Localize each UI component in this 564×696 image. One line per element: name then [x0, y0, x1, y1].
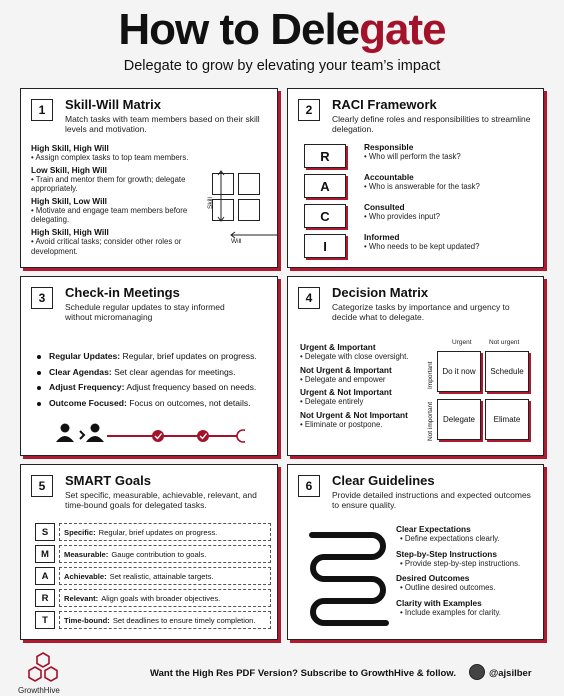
card-description: Provide detailed instructions and expected outcomes to ensure quality.	[332, 490, 531, 510]
card-number: 2	[298, 99, 320, 121]
checkin-list	[49, 349, 274, 411]
list-heading: Not Urgent & Not Important	[300, 409, 408, 420]
card-title: Clear Guidelines	[332, 473, 435, 488]
smart-letter: T	[35, 611, 55, 629]
smart-row-time-bound	[35, 611, 271, 629]
raci-heading: Consulted	[364, 202, 405, 212]
list-body: • Avoid critical tasks; consider other roles or development.	[31, 236, 182, 256]
card-description: Match tasks with team members based on their skill levels and motivation.	[65, 114, 260, 134]
smart-row-specific	[35, 523, 271, 541]
smart-label: Relevant:	[64, 593, 99, 603]
card-title: Check-in Meetings	[65, 285, 180, 300]
card-title: RACI Framework	[332, 97, 437, 112]
raci-body: • Who will perform the task?	[364, 152, 461, 161]
smart-text: Regular, brief updates on progress.	[98, 527, 218, 537]
title-accent: gate	[359, 5, 446, 54]
footer-cta[interactable]: Want the High Res PDF Version? Subscribe to GrowthHive & follow.	[150, 668, 456, 679]
item-text: Adjust frequency based on needs.	[124, 382, 257, 392]
grid-cell	[238, 199, 260, 221]
list-item	[49, 365, 274, 381]
raci-heading: Informed	[364, 232, 400, 242]
raci-heading: Responsible	[364, 142, 414, 152]
smart-label: Time-bound:	[64, 615, 110, 625]
raci-letter: R	[304, 144, 346, 168]
smart-row-achievable	[35, 567, 271, 585]
page-subtitle: Delegate to grow by elevating your team’s impact	[123, 58, 441, 74]
smart-label: Specific:	[64, 527, 96, 537]
checkin-card	[20, 276, 278, 456]
person-icon	[56, 424, 74, 443]
checkin-timeline	[55, 422, 245, 446]
list-item	[49, 380, 274, 396]
raci-heading: Accountable	[364, 172, 414, 182]
smart-text: Gauge contribution to goals.	[111, 549, 207, 559]
item-text: Focus on outcomes, not details.	[126, 397, 251, 408]
smart-text: Set realistic, attainable targets.	[109, 571, 214, 581]
card-number: 4	[298, 287, 320, 309]
column-label-not-urgent: Not urgent	[489, 339, 520, 346]
person-icon	[86, 424, 104, 443]
raci-letter: C	[304, 204, 346, 228]
smart-row-measurable	[35, 545, 271, 563]
list-body: • Eliminate or postpone.	[300, 419, 383, 429]
axis-label-will: Will	[231, 238, 242, 245]
list-heading: Urgent & Not Important	[300, 387, 392, 398]
skill-will-list	[31, 141, 207, 258]
chevron-right-icon	[80, 431, 84, 439]
item-label: Regular Updates:	[49, 351, 121, 361]
decision-matrix-card	[287, 276, 544, 456]
list-heading: Clarity with Examples	[396, 597, 482, 608]
list-body: • Delegate entirely	[300, 397, 364, 407]
list-body: • Delegate and empower	[300, 374, 386, 384]
card-description: Set specific, measurable, achievable, relevant, and time-bound goals for delegated tasks.	[65, 490, 257, 510]
item-text: Set clear agendas for meetings.	[111, 366, 236, 377]
smart-label: Measurable:	[64, 549, 109, 559]
list-body: • Define expectations clearly.	[400, 534, 500, 543]
item-label: Clear Agendas:	[49, 366, 112, 377]
list-body: • Assign complex tasks to top team members.	[31, 153, 189, 162]
list-body: • Motivate and engage team members before delegating.	[31, 205, 188, 225]
card-description: Clearly define roles and responsibilities to streamline delegation.	[332, 114, 531, 134]
list-body: • Provide step-by-step instructions.	[400, 558, 521, 568]
grid-cell	[212, 199, 234, 221]
list-heading: Not Urgent & Important	[300, 364, 392, 375]
raci-body: • Who is answerable for the task?	[364, 182, 480, 191]
clear-guidelines-card	[287, 464, 544, 640]
skill-will-card	[20, 88, 278, 268]
brand-name: GrowthHive	[18, 686, 60, 695]
list-heading: Urgent & Important	[300, 342, 376, 352]
avatar	[469, 664, 485, 680]
card-title: SMART Goals	[65, 473, 151, 488]
matrix-cell-do-it-now: Do it now	[437, 351, 481, 392]
card-number: 3	[31, 287, 53, 309]
card-title: Skill-Will Matrix	[65, 97, 161, 112]
list-heading: Step-by-Step Instructions	[396, 548, 497, 559]
row-label-not-important: Not important	[427, 401, 434, 441]
list-body: • Include examples for clarity.	[400, 607, 501, 617]
author-handle[interactable]: @ajsilber	[489, 668, 532, 679]
page-title	[0, 6, 564, 54]
list-item	[49, 396, 274, 412]
smart-letter: A	[35, 567, 55, 585]
check-circle-icon	[152, 430, 164, 442]
card-number: 6	[298, 475, 320, 497]
matrix-cell-schedule: Schedule	[485, 351, 529, 392]
smart-goals-card	[20, 464, 278, 640]
matrix-cell-eliminate: Elimate	[485, 399, 529, 440]
winding-path-icon	[306, 527, 394, 627]
card-number: 5	[31, 475, 53, 497]
growthhive-logo-icon	[26, 652, 60, 684]
column-label-urgent: Urgent	[452, 339, 472, 346]
smart-text: Set deadlines to ensure timely completion.	[112, 615, 256, 625]
axis-label-skill: Skill	[207, 197, 214, 209]
check-circle-icon	[197, 430, 209, 442]
smart-letter: R	[35, 589, 55, 607]
card-description: Categorize tasks by importance and urgency to decide what to delegate.	[332, 302, 510, 322]
smart-text: Align goals with broader objectives.	[101, 593, 221, 603]
grid-cell	[238, 173, 260, 195]
raci-card	[287, 88, 544, 268]
item-text: Regular, brief updates on progress.	[120, 351, 257, 361]
list-body: • Delegate with close oversight.	[300, 352, 409, 361]
grid-cell	[212, 173, 234, 195]
row-label-important: Important	[427, 361, 434, 389]
list-heading: Desired Outcomes	[396, 573, 470, 584]
raci-body: • Who provides input?	[364, 212, 440, 221]
decision-list	[300, 339, 430, 429]
card-description: Schedule regular updates to stay informed without micromanaging	[65, 302, 225, 322]
raci-letter: A	[304, 174, 346, 198]
title-main: How to Dele	[118, 5, 360, 54]
list-body: • Train and mentor them for growth; delegate appropriately.	[31, 174, 186, 194]
card-number: 1	[31, 99, 53, 121]
list-item	[49, 349, 274, 365]
list-body: • Outline desired outcomes.	[400, 583, 496, 593]
smart-row-relevant	[35, 589, 271, 607]
list-heading: Low Skill, High Will	[31, 164, 107, 175]
skill-will-grid	[212, 173, 260, 221]
smart-letter: S	[35, 523, 55, 541]
card-title: Decision Matrix	[332, 285, 429, 300]
list-heading: High Skill, High Will	[31, 143, 109, 153]
raci-letter: I	[304, 234, 346, 258]
guidelines-list	[396, 519, 540, 617]
item-label: Adjust Frequency:	[49, 382, 125, 392]
smart-label: Achievable:	[64, 571, 107, 581]
list-heading: High Skill, High Will	[31, 226, 109, 237]
smart-letter: M	[35, 545, 55, 563]
matrix-cell-delegate: Delegate	[437, 399, 481, 440]
list-heading: High Skill, Low Will	[31, 195, 107, 206]
list-heading: Clear Expectations	[396, 524, 471, 534]
raci-body: • Who needs to be kept updated?	[364, 242, 480, 251]
item-label: Outcome Focused:	[49, 397, 127, 408]
empty-circle-icon	[237, 430, 245, 442]
